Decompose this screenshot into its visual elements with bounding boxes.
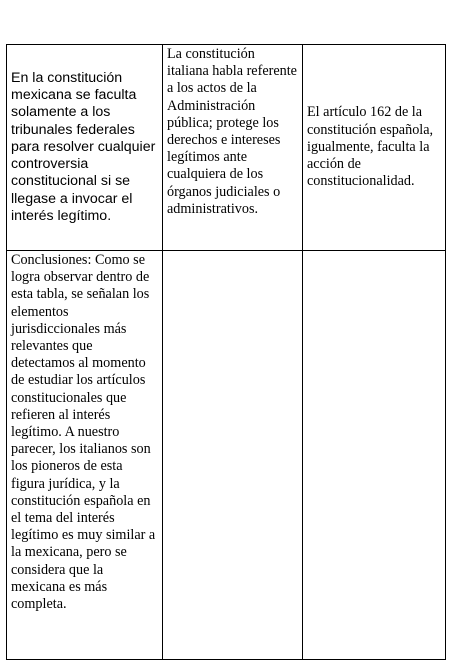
cell-empty (163, 251, 303, 660)
cell-mexico: En la constitución mexicana se faculta solamente a los tribunales federales para resolver cualquier controversia constitucional si se llegase a invocar el interés legítimo. (7, 45, 163, 251)
table-row (7, 45, 446, 251)
cell-empty (303, 251, 446, 660)
cell-conclusions: Conclusiones: Como se logra observar dentro de esta tabla, se señalan los elementos jurisdiccionales más relevantes que detectamos al momento de estudiar los artículos constitucionales que refieren al interés legítimo. A nuestro parecer, los italianos son los pioneros de esta figura jurídica, y la constitución española en el tema del interés legítimo es muy similar a la mexicana, pero se considera que la mexicana es más completa. (7, 251, 163, 660)
comparison-table (6, 44, 446, 660)
cell-spain: El artículo 162 de la constitución española, igualmente, faculta la acción de constitucionalidad. (303, 45, 446, 251)
table-row (7, 251, 446, 660)
cell-italy: La constitución italiana habla referente a los actos de la Administración pública; protege los derechos e intereses legítimos ante cualquiera de los órganos judiciales o administrativos. (163, 45, 303, 251)
